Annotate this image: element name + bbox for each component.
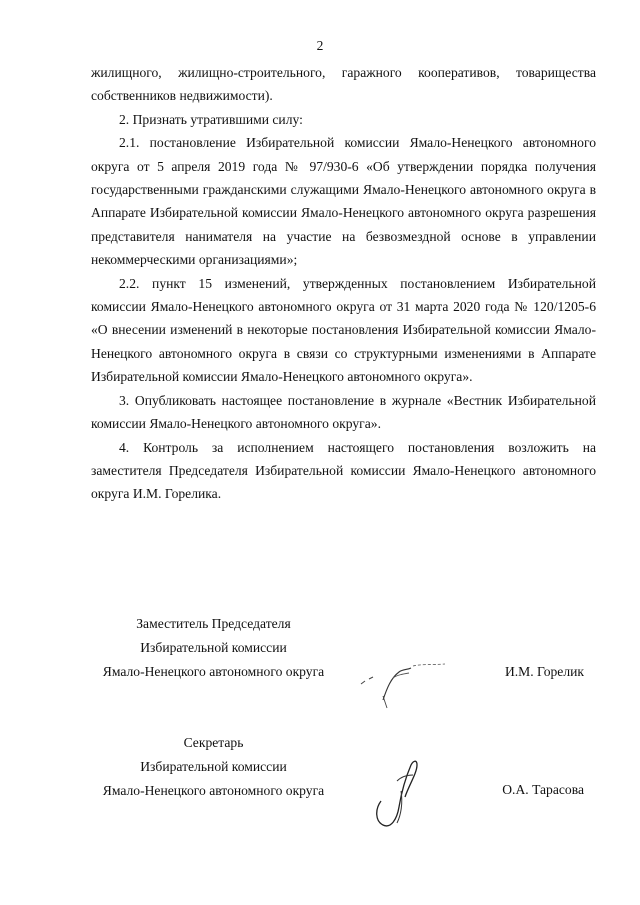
paragraph-item-4: 4. Контроль за исполнением настоящего постановления возложить на заместителя Председателя Избирательной комиссии Ямало-Ненецкого автономного округа И.М. Горелика. — [91, 439, 596, 502]
handwritten-signature-icon — [361, 751, 441, 841]
signature-block-deputy-chair — [91, 612, 596, 684]
position-line-2: Избирательной комиссии — [140, 759, 287, 774]
paragraph-item-2-2: 2.2. пункт 15 изменений, утвержденных постановлением Избирательной комиссии Ямало-Ненецкого автономного округа от 31 марта 2020 года № 120/1205-6 «О внесении изменений в некоторые постановления Избирательной комиссии Ямало-Ненецкого автономного округа в связи со структурными изменениями в Аппарате Избирательной комиссии Ямало-Ненецкого автономного округа». — [91, 275, 596, 385]
signatory-position — [91, 612, 336, 684]
signatory-name: О.А. Тарасова — [502, 782, 584, 797]
paragraph-item-3: 3. Опубликовать настоящее постановление в журнале «Вестник Избирательной комиссии Ямало-Ненецкого автономного округа». — [91, 392, 596, 432]
position-line-1: Заместитель Председателя — [136, 616, 291, 631]
paragraph-item-2: 2. Признать утратившими силу: — [119, 111, 303, 127]
position-line-3: Ямало-Ненецкого автономного округа — [102, 664, 325, 679]
signature-block-secretary — [91, 731, 596, 803]
paragraph-item-2-1: 2.1. постановление Избирательной комиссии Ямало-Ненецкого автономного округа от 5 апреля 2019 года № 97/930-6 «Об утверждении порядка получения государственными гражданскими служащими Ямало-Ненецкого автономного округа в Аппарате Избирательной комиссии Ямало-Ненецкого автономного округа разрешения представителя нанимателя на участие на безвозмездной основе в управлении некоммерческими организациями»; — [91, 135, 596, 268]
page-number: 2 — [316, 38, 324, 53]
document-body — [91, 61, 596, 506]
signatory-position — [91, 731, 336, 803]
position-line-2: Избирательной комиссии — [140, 640, 287, 655]
paragraph-continuation: жилищного, жилищно-строительного, гаражного кооперативов, товарищества собственников недвижимости). — [91, 65, 596, 104]
signatory-name: И.М. Горелик — [504, 664, 584, 679]
handwritten-signature-icon — [353, 648, 453, 718]
position-line-1: Секретарь — [183, 735, 244, 750]
position-line-3: Ямало-Ненецкого автономного округа — [102, 783, 325, 798]
